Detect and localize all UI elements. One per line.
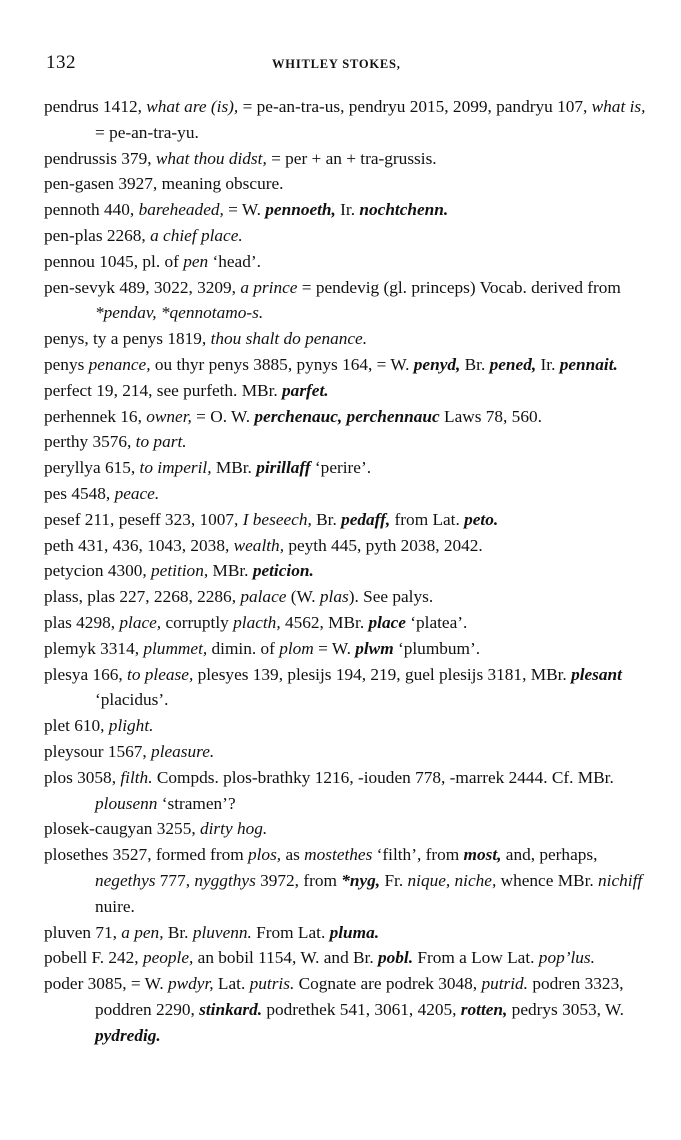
entry-emphasis: pop’lus. [538, 948, 595, 968]
entry-text: ‘head’. [208, 251, 261, 271]
entry-text: 3972, from [255, 870, 342, 890]
entry-text: poder 3085, = W. [44, 974, 168, 994]
entry-emphasis: putris. [249, 974, 295, 994]
glossary-entry [0, 662, 659, 714]
entry-text: = pendevig (gl. princeps) Vocab. derived from [297, 277, 621, 297]
glossary-entry [0, 378, 659, 404]
entry-text: pes 4548, [44, 483, 115, 503]
entry-text: = pe-an-tra-us, pendryu 2015, 2099, pandryu 107, [238, 97, 592, 116]
entry-text: MBr. [208, 561, 253, 581]
glossary-entry [0, 404, 659, 430]
glossary-entry [0, 713, 659, 739]
entry-text: and, perhaps, [501, 845, 598, 865]
glossary-entries [0, 94, 681, 1048]
entry-text: ou thyr penys 3885, pynys 164, = W. [150, 354, 414, 374]
entry-emphasis: nique, niche, [407, 870, 497, 890]
entry-text: ‘filth’, from [372, 845, 464, 865]
glossary-entry [0, 842, 659, 919]
entry-emphasis: perchenauc, perchennauc [254, 406, 440, 426]
glossary-entry [0, 636, 659, 662]
entry-emphasis: most, [463, 845, 502, 865]
glossary-entry [0, 326, 659, 352]
entry-text: plass, plas 227, 2268, 2286, [44, 587, 241, 607]
glossary-entry [0, 971, 659, 1048]
entry-emphasis: pened, [489, 354, 537, 374]
entry-text: whence MBr. [496, 870, 599, 890]
entry-text: perfect 19, 214, see purfeth. MBr. [44, 380, 283, 400]
entry-emphasis: thou shalt do penance. [210, 329, 368, 349]
entry-emphasis: petition, [151, 561, 209, 581]
entry-text: ). See palys. [348, 587, 434, 607]
entry-text: 777, [155, 870, 195, 890]
entry-text: = W. [223, 200, 266, 220]
entry-emphasis: place [368, 612, 406, 632]
entry-emphasis: place, [119, 612, 162, 632]
entry-emphasis: *pendav, *qennotamo-s. [95, 303, 264, 323]
entry-emphasis: wealth, [233, 535, 285, 555]
entry-text: = W. [313, 638, 356, 658]
entry-text: Ir. [536, 354, 560, 374]
entry-text: ‘stramen’? [157, 793, 236, 813]
entry-text: Fr. [380, 870, 408, 890]
entry-text: pennou 1045, pl. of [44, 251, 184, 271]
entry-text: corruptly [161, 612, 234, 632]
entry-text: ‘plumbum’. [393, 638, 481, 658]
entry-text: Cognate are podrek 3048, [294, 974, 482, 994]
entry-emphasis: plom [279, 638, 314, 658]
glossary-entry [0, 429, 659, 455]
entry-text: pluven 71, [44, 922, 122, 942]
entry-text: 4562, MBr. [280, 612, 369, 632]
entry-text: perhennek 16, [44, 406, 147, 426]
entry-text: plas 4298, [44, 612, 120, 632]
entry-text: MBr. [211, 458, 257, 478]
entry-text: podren 3323, poddren 2290, [95, 974, 624, 1019]
entry-text: = per + an + tra-grussis. [266, 148, 437, 168]
entry-text: plet 610, [44, 716, 109, 736]
entry-text: ‘platea’. [405, 612, 468, 632]
glossary-entry [0, 507, 659, 533]
glossary-entry [0, 197, 659, 223]
glossary-entry [0, 739, 659, 765]
entry-emphasis: stinkard. [199, 999, 263, 1019]
entry-emphasis: nyggthys [194, 870, 256, 890]
entry-text: Br. [460, 354, 490, 374]
entry-emphasis: pennait. [559, 354, 618, 374]
entry-emphasis: what are (is), [146, 97, 239, 116]
entry-text: plos 3058, [44, 767, 121, 787]
entry-emphasis: pedaff, [341, 509, 391, 529]
entry-emphasis: negethys [95, 870, 156, 890]
entry-emphasis: bareheaded, [138, 200, 224, 220]
entry-emphasis: pydredig. [95, 1025, 161, 1045]
entry-emphasis: pennoeth, [265, 200, 336, 220]
entry-text: Ir. [335, 200, 360, 220]
glossary-entry [0, 765, 659, 817]
glossary-entry [0, 249, 659, 275]
entry-text: as [281, 845, 305, 865]
entry-emphasis: a chief place. [150, 225, 243, 245]
entry-emphasis: a pen, [121, 922, 164, 942]
entry-emphasis: nochtchenn. [359, 200, 449, 220]
entry-emphasis: peticion. [252, 561, 314, 581]
entry-emphasis: people, [142, 948, 194, 968]
entry-text: plemyk 3314, [44, 638, 144, 658]
entry-text: from Lat. [390, 509, 465, 529]
entry-text: Laws 78, 560. [439, 406, 542, 426]
entry-text: an bobil 1154, W. and Br. [193, 948, 378, 968]
entry-text: pesef 211, peseff 323, 1007, [44, 509, 243, 529]
entry-text: ‘placidus’. [95, 690, 169, 710]
running-head: WHITLEY STOKES, [272, 57, 401, 71]
entry-text: Br. [311, 509, 342, 529]
entry-emphasis: nichiff [598, 870, 643, 890]
entry-text: ‘perire’. [310, 458, 372, 478]
entry-emphasis: plummet, [143, 638, 208, 658]
entry-emphasis: placth, [233, 612, 281, 632]
entry-emphasis: palace [240, 587, 287, 607]
entry-text: = O. W. [191, 406, 255, 426]
entry-text: pen-sevyk 489, 3022, 3209, [44, 277, 241, 297]
entry-text: pendrus 1412, [44, 97, 147, 116]
entry-emphasis: pwdyr, [168, 974, 214, 994]
entry-text: pendrussis 379, [44, 148, 156, 168]
entry-text: pleysour 1567, [44, 741, 152, 761]
entry-text: Compds. plos-brathky 1216, -iouden 778, -marrek 2444. Cf. MBr. [152, 767, 614, 787]
entry-text: From a Low Lat. [413, 948, 539, 968]
glossary-entry [0, 584, 659, 610]
entry-emphasis: to please, [127, 664, 194, 684]
entry-emphasis: owner, [146, 406, 192, 426]
entry-emphasis: to imperil, [139, 458, 212, 478]
entry-emphasis: plas [319, 587, 349, 607]
entry-emphasis: plwm [355, 638, 394, 658]
glossary-entry [0, 352, 659, 378]
entry-emphasis: I beseech, [242, 509, 312, 529]
entry-emphasis: dirty hog. [199, 819, 268, 839]
entry-emphasis: putrid. [481, 974, 529, 994]
entry-emphasis: pobl. [378, 948, 414, 968]
entry-emphasis: pen [183, 251, 209, 271]
entry-text: peyth 445, pyth 2038, 2042. [284, 535, 483, 555]
entry-emphasis: mostethes [304, 845, 373, 865]
entry-text: peryllya 615, [44, 458, 140, 478]
entry-text: podrethek 541, 3061, 4205, [262, 999, 461, 1019]
entry-emphasis: pluma. [329, 922, 380, 942]
entry-emphasis: what thou didst, [155, 148, 267, 168]
glossary-entry [0, 275, 659, 327]
glossary-entry [0, 533, 659, 559]
glossary-entry [0, 816, 659, 842]
entry-emphasis: penyd, [413, 354, 461, 374]
entry-text: pobell F. 242, [44, 948, 143, 968]
entry-text: perthy 3576, [44, 432, 136, 452]
entry-emphasis: parfet. [282, 380, 329, 400]
entry-text: pen-gasen 3927, meaning obscure. [44, 174, 284, 194]
entry-text: pedrys 3053, W. [507, 999, 625, 1019]
entry-emphasis: to part. [135, 432, 187, 452]
glossary-entry [0, 481, 659, 507]
entry-emphasis: plousenn [95, 793, 158, 813]
entry-emphasis: peto. [464, 509, 499, 529]
entry-text: (W. [286, 587, 320, 607]
entry-emphasis: plos, [247, 845, 282, 865]
entry-text: plesyes 139, plesijs 194, 219, guel plesijs 3181, MBr. [193, 664, 572, 684]
glossary-entry [0, 920, 659, 946]
glossary-entry [0, 558, 659, 584]
entry-text: Br. [163, 922, 193, 942]
entry-emphasis: *nyg, [341, 870, 381, 890]
entry-text: plosek-caugyan 3255, [44, 819, 200, 839]
entry-text: penys, ty a penys 1819, [44, 329, 211, 349]
glossary-entry [0, 610, 659, 636]
entry-text: plosethes 3527, formed from [44, 845, 248, 865]
glossary-entry [0, 455, 659, 481]
glossary-entry [0, 945, 659, 971]
entry-text: From Lat. [251, 922, 330, 942]
entry-emphasis: penance, [88, 354, 151, 374]
entry-emphasis: pluvenn. [192, 922, 252, 942]
entry-emphasis: rotten, [460, 999, 508, 1019]
glossary-entry [0, 171, 659, 197]
entry-text: petycion 4300, [44, 561, 152, 581]
entry-text: pennoth 440, [44, 200, 139, 220]
entry-text: pen-plas 2268, [44, 225, 151, 245]
entry-emphasis: pleasure. [151, 741, 215, 761]
entry-text: peth 431, 436, 1043, 2038, [44, 535, 234, 555]
entry-text: = pe-an-tra-yu. [95, 122, 199, 142]
entry-text: plesya 166, [44, 664, 128, 684]
entry-emphasis: a prince [240, 277, 298, 297]
entry-text: Lat. [213, 974, 250, 994]
entry-emphasis: what is, [591, 97, 646, 116]
entry-emphasis: peace. [114, 483, 160, 503]
entry-text: nuire. [95, 896, 135, 916]
entry-emphasis: plight. [108, 716, 154, 736]
entry-text: penys [44, 354, 89, 374]
glossary-entry [0, 94, 659, 146]
entry-emphasis: filth. [120, 767, 153, 787]
glossary-entry [0, 146, 659, 172]
page-number: 132 [46, 52, 76, 73]
entry-emphasis: pirillaff [256, 458, 311, 478]
entry-emphasis: plesant [571, 664, 622, 684]
glossary-entry [0, 223, 659, 249]
entry-text: dimin. of [207, 638, 280, 658]
